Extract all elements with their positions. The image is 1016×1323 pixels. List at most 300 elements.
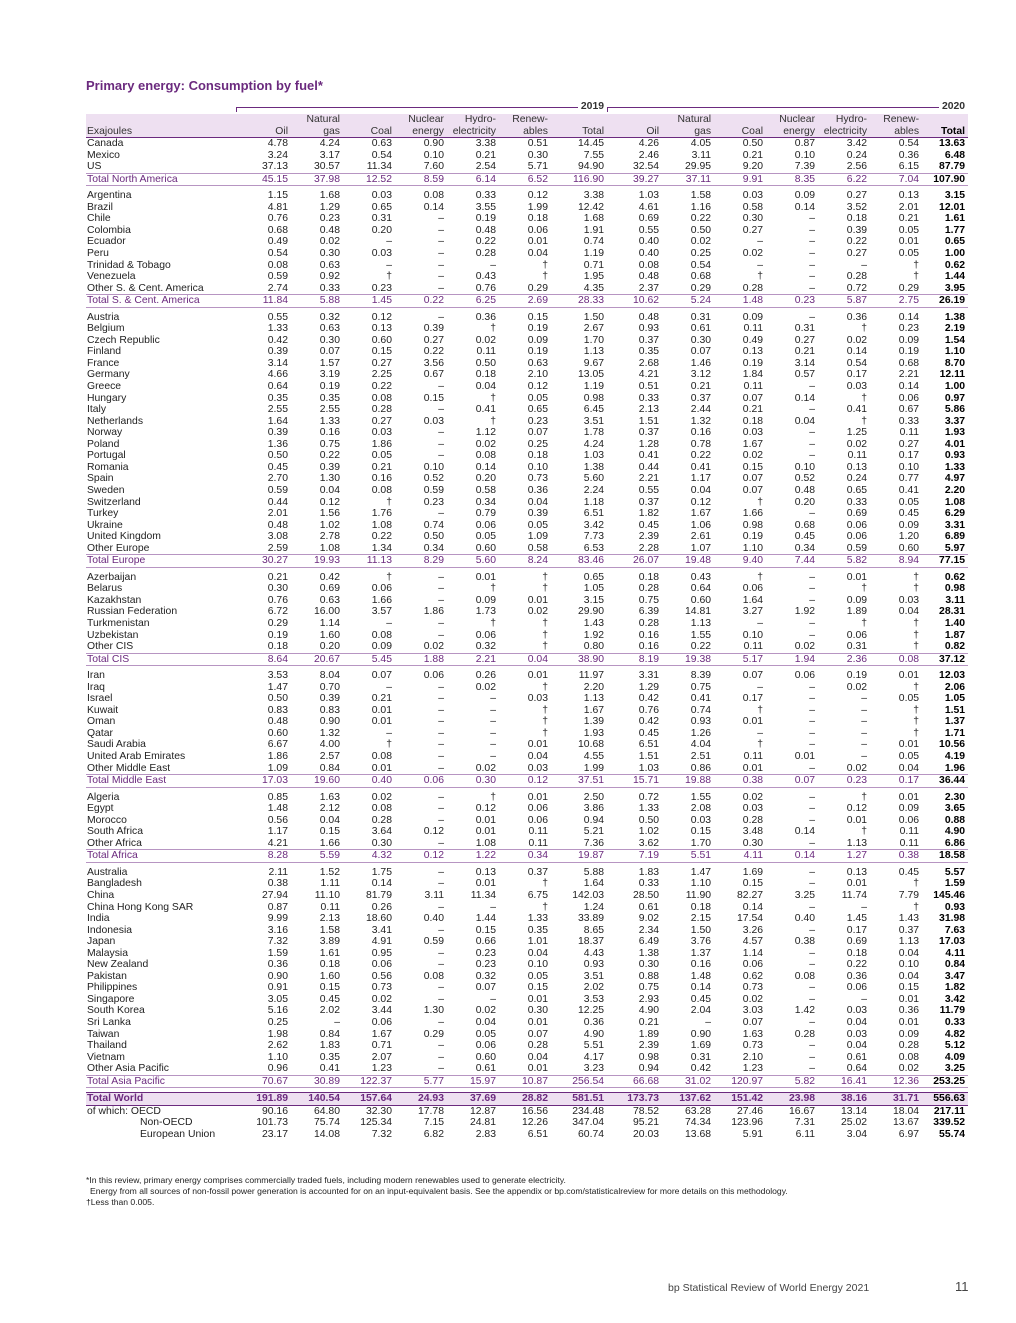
table-cell: – xyxy=(438,1017,444,1029)
table-cell: 1.70 xyxy=(583,334,605,346)
table-cell: † xyxy=(913,259,920,271)
table-cell: 0.91 xyxy=(267,982,288,994)
table-cell: 0.39 xyxy=(527,508,548,520)
table-cell: 0.94 xyxy=(638,1063,660,1075)
table-cell: 0.05 xyxy=(898,750,920,762)
table-row xyxy=(86,543,968,555)
column-header-line1: Renew- xyxy=(883,114,920,125)
table-row xyxy=(86,312,968,324)
table-cell: 2.21 xyxy=(444,653,496,666)
table-cell: 1.63 xyxy=(319,791,340,803)
table-cell: – xyxy=(490,739,496,751)
table-row xyxy=(86,427,968,439)
table-cell: 2.21 xyxy=(638,473,660,485)
table-cell: 0.28 xyxy=(371,404,392,416)
table-cell: 0.03 xyxy=(371,190,392,202)
row-label: China xyxy=(87,890,115,901)
row-label: Sweden xyxy=(87,484,125,496)
row-label: Mexico xyxy=(87,149,120,161)
table-cell: 0.05 xyxy=(475,1028,496,1040)
table-cell: † xyxy=(757,704,764,716)
table-cell: 0.60 xyxy=(267,727,288,739)
publication-footer: bp Statistical Review of World Energy 2021 xyxy=(668,1282,870,1294)
row-label: Canada xyxy=(87,138,124,150)
table-cell: 95.21 xyxy=(633,1117,660,1129)
table-cell: 0.23 xyxy=(475,959,496,971)
table-cell: 1.67 xyxy=(690,508,712,520)
table-cell: – xyxy=(861,993,868,1005)
table-cell: 0.54 xyxy=(267,248,288,260)
of-which-row xyxy=(86,1117,968,1129)
table-cell: – xyxy=(490,901,496,913)
table-cell: 3.38 xyxy=(583,190,605,202)
table-cell: 1.44 xyxy=(944,271,966,283)
table-cell: 0.15 xyxy=(527,982,548,994)
table-cell: 0.11 xyxy=(847,450,868,462)
table-cell: 2.02 xyxy=(583,982,605,994)
table-cell: 0.93 xyxy=(944,450,966,462)
table-cell: 1.22 xyxy=(444,850,496,863)
table-cell: – xyxy=(861,750,868,762)
table-cell: 1.55 xyxy=(690,791,712,803)
column-header xyxy=(392,114,444,138)
table-cell: 0.31 xyxy=(794,323,816,335)
table-cell: – xyxy=(438,629,444,641)
table-cell: 1.38 xyxy=(583,461,605,473)
table-cell: 0.03 xyxy=(690,814,712,826)
table-cell: 0.07 xyxy=(742,1017,764,1029)
table-cell: 1.09 xyxy=(527,531,548,543)
table-cell: 0.84 xyxy=(319,762,340,774)
table-cell: 0.21 xyxy=(475,149,496,161)
table-cell: 0.36 xyxy=(583,1017,605,1029)
table-cell: 0.10 xyxy=(742,629,764,641)
table-cell: 0.34 xyxy=(423,542,444,554)
table-cell: 0.02 xyxy=(742,791,764,803)
table-cell: 1.45 xyxy=(340,295,392,308)
table-cell: 6.51 xyxy=(583,508,605,520)
table-cell: 0.08 xyxy=(638,259,660,271)
table-cell: † xyxy=(542,681,548,693)
table-cell: 0.10 xyxy=(898,959,920,971)
table-cell: 0.08 xyxy=(423,970,444,982)
table-cell: 2.36 xyxy=(815,653,867,666)
table-cell: 3.27 xyxy=(742,606,764,618)
table-row xyxy=(86,485,968,497)
table-cell: 1.93 xyxy=(944,427,966,439)
table-row xyxy=(86,705,968,717)
row-label: Czech Republic xyxy=(87,334,160,346)
table-cell: 0.19 xyxy=(527,323,548,335)
table-cell: 0.31 xyxy=(690,1051,712,1063)
table-cell: 2.74 xyxy=(267,282,288,294)
table-cell: 0.31 xyxy=(690,311,712,323)
table-cell: 0.25 xyxy=(267,1017,288,1029)
table-cell: – xyxy=(438,381,444,393)
table-cell: 30.89 xyxy=(288,1075,340,1088)
table-cell: – xyxy=(438,727,444,739)
table-row xyxy=(86,404,968,416)
table-cell: † xyxy=(542,704,548,716)
table-cell: 17.03 xyxy=(939,936,966,948)
table-cell: 12.01 xyxy=(939,201,966,213)
table-cell: 0.93 xyxy=(944,901,966,913)
table-cell: 1.71 xyxy=(944,727,966,739)
table-cell: 2.62 xyxy=(267,1040,288,1052)
row-label: Saudi Arabia xyxy=(87,739,146,751)
table-cell: 14.81 xyxy=(685,606,712,618)
table-cell: 4.57 xyxy=(742,936,764,948)
table-cell: 4.91 xyxy=(371,936,392,948)
table-cell: 581.51 xyxy=(548,1093,607,1106)
row-label: Argentina xyxy=(87,190,132,202)
table-cell: 3.62 xyxy=(638,837,660,849)
table-cell: – xyxy=(809,213,816,225)
table-cell: 0.41 xyxy=(690,461,712,473)
table-cell: – xyxy=(438,427,444,439)
page-number: 11 xyxy=(955,1279,969,1294)
table-cell: 1.15 xyxy=(267,190,288,202)
table-cell: – xyxy=(757,681,764,693)
column-header-line1 xyxy=(919,114,965,126)
table-cell: 2.44 xyxy=(690,404,712,416)
table-cell: 1.23 xyxy=(742,1063,764,1075)
table-cell: 0.08 xyxy=(423,190,444,202)
table-cell: 0.26 xyxy=(371,901,392,913)
table-row xyxy=(86,751,968,763)
table-cell: 0.36 xyxy=(846,970,868,982)
table-cell: 0.10 xyxy=(527,959,548,971)
table-cell: 0.07 xyxy=(742,484,764,496)
table-cell: † xyxy=(542,571,548,583)
table-cell: 1.30 xyxy=(423,1005,444,1017)
table-cell: 8.65 xyxy=(583,924,605,936)
table-cell: 0.03 xyxy=(742,427,764,439)
table-cell: 0.01 xyxy=(898,236,920,248)
table-cell: – xyxy=(809,248,816,260)
row-label: Japan xyxy=(87,936,116,948)
table-cell: 0.14 xyxy=(763,850,815,863)
table-cell: 6.67 xyxy=(267,739,288,751)
table-cell: 4.32 xyxy=(340,850,392,863)
table-cell: 0.63 xyxy=(371,138,392,150)
table-cell: † xyxy=(542,629,548,641)
table-cell: † xyxy=(386,496,392,508)
table-cell: 8.94 xyxy=(867,555,919,568)
table-cell: 0.05 xyxy=(527,519,548,531)
table-cell: 0.02 xyxy=(527,606,548,618)
table-cell: 0.37 xyxy=(638,496,660,508)
table-cell: † xyxy=(861,826,868,838)
table-cell: 0.23 xyxy=(815,775,867,788)
table-cell: 0.02 xyxy=(898,1063,920,1075)
table-cell: 0.09 xyxy=(898,803,920,815)
table-cell: 27.46 xyxy=(737,1105,764,1117)
table-cell: – xyxy=(809,762,816,774)
table-cell: 0.60 xyxy=(690,594,712,606)
table-cell: 4.78 xyxy=(267,138,288,150)
row-label: Other Africa xyxy=(87,837,142,849)
table-cell: 0.37 xyxy=(898,924,920,936)
table-cell: 0.34 xyxy=(475,496,496,508)
table-cell: 1.56 xyxy=(319,508,340,520)
table-cell: 16.41 xyxy=(815,1075,867,1088)
table-cell: 31.02 xyxy=(659,1075,711,1088)
table-row xyxy=(86,439,968,451)
table-cell: 1.33 xyxy=(527,913,548,925)
table-cell: 0.18 xyxy=(527,450,548,462)
table-cell: 1.14 xyxy=(742,947,764,959)
table-cell: 19.93 xyxy=(288,555,340,568)
table-cell: 0.65 xyxy=(371,201,392,213)
table-cell: 13.68 xyxy=(685,1128,712,1140)
table-cell: 2.13 xyxy=(319,913,340,925)
table-cell: 0.27 xyxy=(423,334,444,346)
table-cell: – xyxy=(438,878,444,890)
table-cell: 0.29 xyxy=(690,282,712,294)
table-cell: 0.41 xyxy=(475,404,496,416)
table-cell: 0.22 xyxy=(423,346,444,358)
table-cell: 0.83 xyxy=(319,704,340,716)
table-cell: 0.10 xyxy=(794,461,816,473)
row-label: Norway xyxy=(87,427,123,439)
row-label: Pakistan xyxy=(87,970,127,982)
table-cell: 1.83 xyxy=(638,866,660,878)
table-cell: 0.33 xyxy=(475,190,496,202)
table-cell: 1.25 xyxy=(846,427,868,439)
table-cell: † xyxy=(542,259,548,271)
table-cell: 191.89 xyxy=(236,1093,288,1106)
table-cell: 16.56 xyxy=(521,1105,548,1117)
table-row xyxy=(86,583,968,595)
table-cell: 3.48 xyxy=(742,826,764,838)
table-cell: 1.10 xyxy=(742,542,764,554)
table-cell: 0.06 xyxy=(898,814,920,826)
table-cell: 1.66 xyxy=(371,594,392,606)
table-cell: – xyxy=(386,259,392,271)
table-cell: – xyxy=(809,791,816,803)
table-cell: 0.15 xyxy=(319,826,340,838)
row-label: Spain xyxy=(87,473,114,485)
table-row xyxy=(86,803,968,815)
table-row xyxy=(86,925,968,937)
table-row xyxy=(86,335,968,347)
table-cell: – xyxy=(490,693,496,705)
table-cell: 3.15 xyxy=(583,594,605,606)
table-cell: 0.07 xyxy=(319,346,340,358)
table-cell: 0.02 xyxy=(371,791,392,803)
table-row xyxy=(86,520,968,532)
table-cell: 13.63 xyxy=(939,138,966,150)
table-cell: 0.02 xyxy=(475,681,496,693)
table-cell: 0.21 xyxy=(638,1017,660,1029)
column-header-line2: electricity xyxy=(823,125,868,137)
table-cell: – xyxy=(438,224,444,236)
table-cell: 0.06 xyxy=(475,629,496,641)
row-label: Germany xyxy=(87,369,130,381)
table-cell: 0.03 xyxy=(846,1005,868,1017)
table-cell: 0.38 xyxy=(867,850,919,863)
table-cell: 1.19 xyxy=(583,381,605,393)
table-cell: 7.79 xyxy=(898,890,920,901)
table-cell: 1.20 xyxy=(898,531,920,543)
table-cell: – xyxy=(757,259,764,271)
table-cell: 0.27 xyxy=(898,438,920,450)
table-cell: – xyxy=(809,271,816,283)
table-cell: 30.27 xyxy=(236,555,288,568)
table-cell: 217.11 xyxy=(933,1105,966,1117)
table-cell: 25.02 xyxy=(841,1117,868,1129)
table-cell: 0.02 xyxy=(794,641,816,653)
table-cell: 0.42 xyxy=(638,716,660,728)
table-cell: 1.64 xyxy=(583,878,605,890)
table-cell: 15.97 xyxy=(444,1075,496,1088)
table-cell: 6.82 xyxy=(423,1128,444,1140)
table-cell: 0.27 xyxy=(371,415,392,427)
table-cell: – xyxy=(809,617,816,629)
column-header-line1 xyxy=(340,114,392,126)
table-cell: 0.32 xyxy=(475,641,496,653)
table-cell: † xyxy=(913,629,920,641)
table-cell: 11.34 xyxy=(470,890,496,901)
table-cell: 0.41 xyxy=(846,404,868,416)
table-cell: 19.48 xyxy=(659,555,711,568)
table-cell: 1.99 xyxy=(527,201,548,213)
table-cell: 0.04 xyxy=(496,653,548,666)
table-cell: 1.05 xyxy=(583,583,605,595)
table-cell: 0.01 xyxy=(846,571,868,583)
table-cell: † xyxy=(542,878,548,890)
table-cell: 0.28 xyxy=(742,814,764,826)
table-cell: 1.48 xyxy=(267,803,288,815)
table-cell: † xyxy=(913,704,920,716)
row-label: United Kingdom xyxy=(87,531,161,543)
table-cell: 3.11 xyxy=(691,149,712,161)
table-cell: 78.52 xyxy=(633,1105,660,1117)
table-cell: 1.02 xyxy=(319,519,340,531)
table-cell: 0.06 xyxy=(371,959,392,971)
table-cell: 19.60 xyxy=(288,775,340,788)
table-cell: 0.50 xyxy=(475,357,496,369)
table-cell: 0.61 xyxy=(638,901,660,913)
table-cell: – xyxy=(809,693,816,705)
table-row xyxy=(86,369,968,381)
table-cell: 0.37 xyxy=(527,866,548,878)
table-cell: 2.46 xyxy=(638,149,660,161)
table-cell: 7.63 xyxy=(944,924,966,936)
column-header-line1 xyxy=(711,114,763,126)
row-label: US xyxy=(87,161,102,173)
column-header-row xyxy=(86,114,968,138)
row-label: Colombia xyxy=(87,224,131,236)
table-cell: – xyxy=(809,924,816,936)
table-cell: 0.11 xyxy=(743,641,764,653)
column-header xyxy=(815,114,867,138)
table-cell: 0.28 xyxy=(638,583,660,595)
table-cell: 4.61 xyxy=(638,201,660,213)
table-cell: 1.55 xyxy=(690,629,712,641)
table-cell: 0.30 xyxy=(444,775,496,788)
table-cell: 0.49 xyxy=(742,334,764,346)
table-cell: 81.79 xyxy=(365,890,392,901)
table-cell: 3.08 xyxy=(267,531,288,543)
table-cell: † xyxy=(490,583,496,595)
column-header-line2: Total xyxy=(941,125,966,137)
table-cell: – xyxy=(809,1040,816,1052)
table-cell: 0.08 xyxy=(475,450,496,462)
column-header-line2: Coal xyxy=(741,125,764,137)
table-cell: 0.75 xyxy=(638,982,660,994)
column-header-line1: Natural xyxy=(306,114,340,125)
table-cell: 11.74 xyxy=(841,890,868,901)
table-cell: 0.37 xyxy=(638,334,660,346)
table-row xyxy=(86,948,968,960)
table-row xyxy=(86,1040,968,1052)
table-cell: – xyxy=(809,727,816,739)
table-cell: 5.24 xyxy=(659,295,711,308)
table-cell: 3.17 xyxy=(319,149,340,161)
table-row xyxy=(86,618,968,630)
table-cell: 0.28 xyxy=(846,271,868,283)
table-cell: 0.34 xyxy=(794,542,816,554)
row-label: Azerbaijan xyxy=(87,571,137,583)
table-cell: 77.15 xyxy=(919,555,968,568)
table-cell: 0.42 xyxy=(319,571,340,583)
table-cell: 0.13 xyxy=(475,866,496,878)
table-cell: 0.37 xyxy=(690,392,712,404)
table-cell: 1.54 xyxy=(944,334,966,346)
table-cell: 0.11 xyxy=(320,901,340,913)
table-cell: 1.10 xyxy=(944,346,966,358)
table-cell: – xyxy=(809,282,816,294)
regional-total-row xyxy=(86,295,968,308)
table-cell: 0.08 xyxy=(371,392,392,404)
table-cell: 0.04 xyxy=(898,762,920,774)
table-cell: 4.04 xyxy=(690,739,712,751)
row-label: Total World xyxy=(86,1093,236,1106)
table-cell: 0.21 xyxy=(742,404,764,416)
table-cell: 0.64 xyxy=(846,1063,868,1075)
table-cell: 0.05 xyxy=(898,496,920,508)
column-header xyxy=(548,114,607,138)
row-label: Austria xyxy=(87,311,120,323)
table-cell: 2.67 xyxy=(583,323,605,335)
table-cell: 0.09 xyxy=(371,641,392,653)
table-cell: † xyxy=(861,583,868,595)
row-label: Total S. & Cent. America xyxy=(86,295,236,308)
table-cell: 0.31 xyxy=(371,213,392,225)
table-cell: 0.63 xyxy=(319,594,340,606)
table-cell: 18.37 xyxy=(578,936,605,948)
table-cell: – xyxy=(438,959,444,971)
table-cell: 1.48 xyxy=(711,295,763,308)
table-cell: 0.01 xyxy=(898,670,920,682)
table-cell: 5.59 xyxy=(288,850,340,863)
row-label: Other Middle East xyxy=(87,762,171,774)
table-cell: 0.76 xyxy=(638,704,660,716)
row-label: Ecuador xyxy=(87,236,126,248)
table-row xyxy=(86,867,968,879)
table-cell: 2.75 xyxy=(867,295,919,308)
table-cell: 31.71 xyxy=(867,1093,919,1106)
table-cell: 0.69 xyxy=(638,213,660,225)
table-cell: 0.29 xyxy=(898,282,920,294)
table-cell: 0.30 xyxy=(742,837,764,849)
table-cell: 0.18 xyxy=(319,959,340,971)
table-cell: 0.01 xyxy=(898,1017,920,1029)
row-label: France xyxy=(87,357,120,369)
table-cell: 0.45 xyxy=(794,531,816,543)
